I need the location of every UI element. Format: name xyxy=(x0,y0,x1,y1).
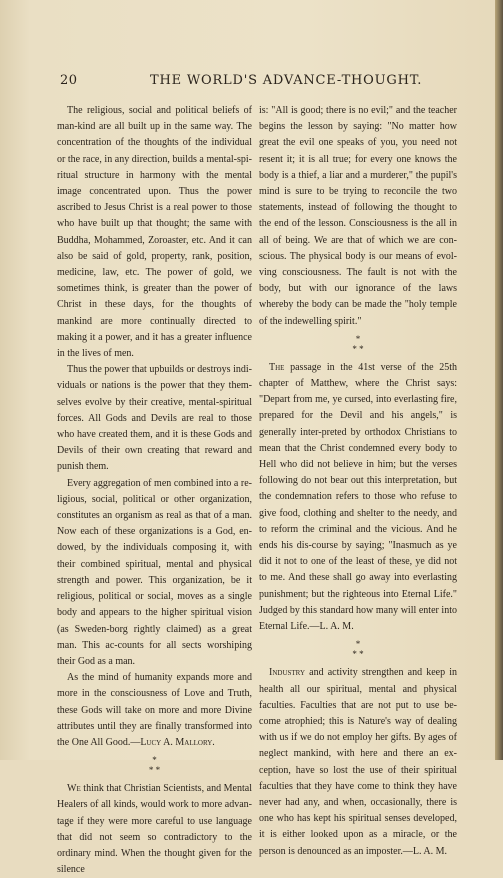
book-spine-edge xyxy=(495,0,503,760)
author-signature: Lucy A. Mallory. xyxy=(140,736,215,748)
section-divider xyxy=(57,755,252,775)
paragraph xyxy=(259,360,457,635)
paragraph-text: think that Christian Scientists, and Mental Healers of all kinds, would work to more advan-tage if they were more careful to use language that did not seem so contradictory to the ordinary mind. When the thought given for the silence xyxy=(57,783,252,876)
divider-star: * xyxy=(355,639,361,650)
section-divider xyxy=(259,639,457,659)
paragraph-text: As the mind of humanity expands more and more in the consciousness of Love and Truth, these Gods will take on more and more Divine attributes until they are finally transformed into the One All Good.— xyxy=(57,672,252,748)
paragraph xyxy=(57,670,252,751)
paragraph xyxy=(57,781,252,878)
paragraph: is: "All is good; there is no evil;" and the teacher begins the lesson by saying: "No matter how great the evil one speaks of you, you need not resent it; it is all true; for every one knows the body is a thief, a liar and a murderer," the pupil's mind is sure to be trying to reconcile the two statements, instead of following the thought to the end of the lesson. Consciousness is the all in all of being. We are that of which we are con-scious. The physical body is our means of evol-ving consciousness. The fault is not with the body, but with our ignorance of the laws whereby the body can be made the "holy temple of the indewelling spirit." xyxy=(259,105,457,327)
page-header xyxy=(0,73,503,93)
paragraph: The religious, social and political beliefs of man-kind are all built up in the same way. The concentration of the thoughts of the individual or the race, in any direction, builds a mental-spi-ritual structure in harmony with the mental image concentrated upon. Thus the power ascribed to Jesus Christ is a real power to those who have built up that thought; the same with Buddha, Mohammed, Zoroaster, etc. And it can also be said of gold, property, rank, position, medicine, law, etc. The power of gold, we sometimes think, is greater than the power of Christ in these days, for the thoughts of mankind are more continually directed to making it a power, and it has a greater influence in the lives of men. xyxy=(57,105,252,360)
right-column xyxy=(259,103,457,860)
divider-stars: * * xyxy=(352,649,364,660)
paragraph: Every aggregation of men combined into a re-ligious, social, political or other organization, constitutes an organism as real as that of a man. Now each of these organizations is a God, en-dowed, by the individuals composing it, with their combined spiritual, mental and physical strength and power. This organization, be it religious, political or social, moves as a single body and appears to the higher spiritual vision (as Sweden-borg rightly claimed) as a great man. This ac-counts for all sects worshiping their God as a man. xyxy=(57,477,252,667)
lead-word: The xyxy=(269,361,285,373)
lead-word: Industry xyxy=(269,667,306,679)
paragraph xyxy=(259,665,457,859)
running-title: THE WORLD'S ADVANCE-THOUGHT. xyxy=(150,73,423,88)
paragraph-text: passage in the 41st verse of the 25th chapter of Matthew, where the Christ says: "Depart from me, ye cursed, into everlasting fire, prepared for the Devil and his angels," is generally inter-preted by orthodox Christians to mean that the Christ condemned every body to Hell who did not believe in him; but the verses following do not bear out this interpretation, but the condemnation refers to those who refuse to give food, clothing and shelter to the needy, and to reform the criminal and the vicious. And he ends his dis-course by saying; "Inasmuch as ye did it not to one of the least of these, ye did not to me. And these shall go away into everlasting punishment; but the righteous into Eternal Life." Judged by this standard how many will enter into Eternal Life.—L. A. M. xyxy=(259,361,457,633)
paragraph-text: and activity strengthen and keep in health all our spiritual, mental and physical faculties. Faculties that are not put to use be-come atrophied; this is Nature's way of dealing with us if we do not employ her gifts. By ages of neglect mankind, with here and there an ex-ception, have so lost the use of their spiritual faculties that they have come to think they have never had any, and when, occasionally, there is one who has kept his spiritual senses developed, it is either looked upon as a miracle, or the person is denounced as an imposter.—L. A. M. xyxy=(259,667,457,857)
divider-star: * xyxy=(355,333,361,344)
divider-stars: * * xyxy=(148,765,161,776)
divider-star: * xyxy=(152,755,157,766)
paragraph: Thus the power that upbuilds or destroys indi-viduals or nations is the power that they them-selves evolve by their creative, mental-spiritual forces. All Gods and Devils are real to those who have created them, and it is these Gods and Devils of their own creating that reward and punish them. xyxy=(57,364,252,473)
page-number: 20 xyxy=(60,73,78,88)
section-divider xyxy=(259,334,457,354)
divider-stars: * * xyxy=(352,343,364,354)
lead-word: We xyxy=(67,783,81,795)
left-column xyxy=(57,103,252,878)
